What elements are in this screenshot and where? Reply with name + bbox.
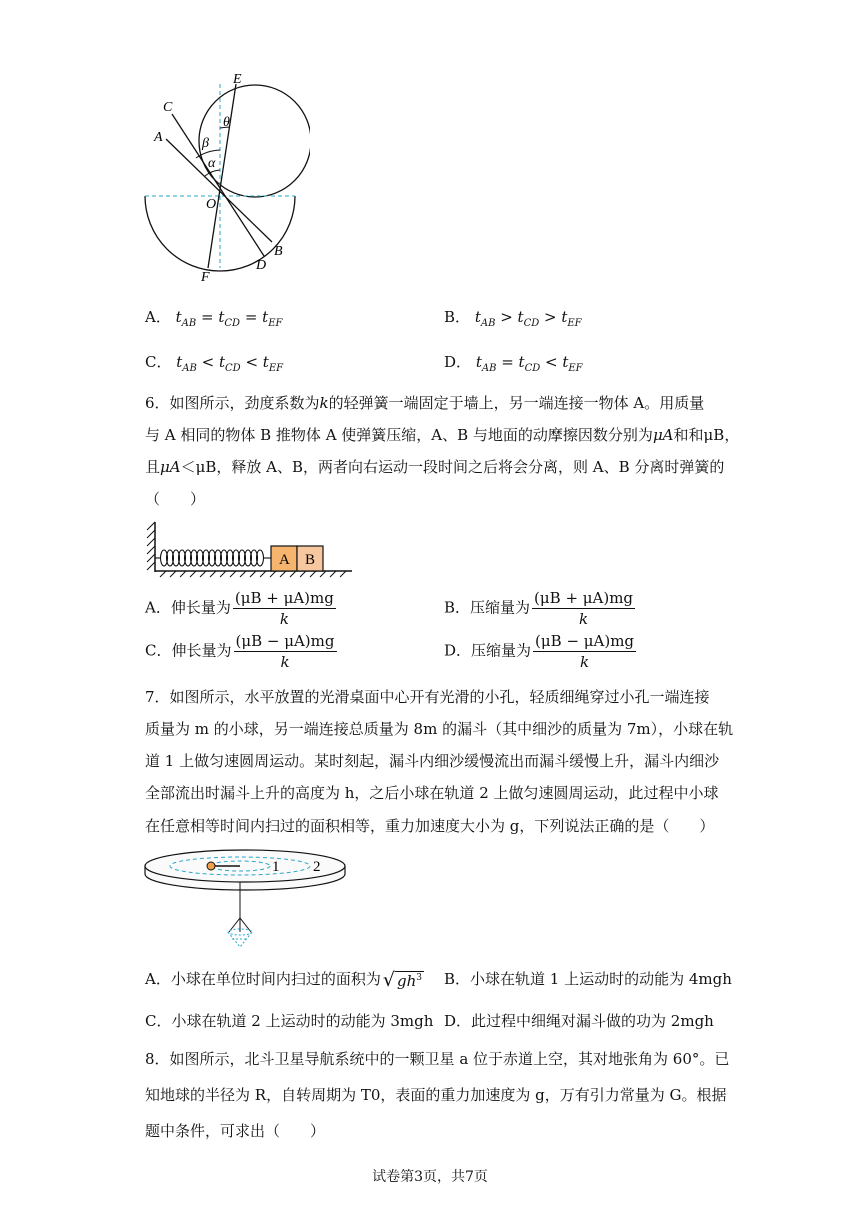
q6-option-c-fraction: $\frac{(\mu B - \mu A)mg}{k}$ xyxy=(235,632,335,671)
q5-option-a[interactable]: A． $t_{AB} = t_{CD} = t_{EF}$ xyxy=(145,308,283,329)
q8-line-1: 8．如图所示，北斗卫星导航系统中的一颗卫星 a 位于赤道上空，其对地张角为 60°。已 xyxy=(145,1050,730,1068)
line-AB xyxy=(166,139,272,242)
table-diagram xyxy=(140,842,360,952)
q6-option-d-fraction: $\frac{(\mu B - \mu A)mg}{k}$ xyxy=(535,632,635,671)
q6-option-b[interactable]: B．压缩量为 $\frac{(\mu B + \mu A)mg}{k}$ xyxy=(444,589,634,628)
q7-option-c[interactable]: C．小球在轨道 2 上运动时的动能为 3mgh xyxy=(145,1012,434,1030)
q7-line-5: 在任意相等时间内扫过的面积相等，重力加速度大小为 g，下列说法正确的是（ ） xyxy=(145,817,715,835)
q7-line-2: 质量为 m 的小球，另一端连接总质量为 8m 的漏斗（其中细沙的质量为 7m），小球在轨 xyxy=(145,720,734,738)
orbit-1-label: 1 xyxy=(272,859,280,875)
q8-line-2: 知地球的半径为 R，自转周期为 T0，表面的重力加速度为 g，万有引力常量为 G。根据 xyxy=(145,1086,727,1104)
label-beta: β xyxy=(202,136,209,151)
line-CD xyxy=(172,114,264,256)
q6-option-d[interactable]: D．压缩量为 $\frac{(\mu B - \mu A)mg}{k}$ xyxy=(444,632,635,671)
q5-option-a-expr: $t_{AB} = t_{CD} = t_{EF}$ xyxy=(175,308,283,329)
label-E: E xyxy=(233,72,242,87)
q6-line-4: （ ） xyxy=(145,490,206,508)
q7-option-d[interactable]: D．此过程中细绳对漏斗做的功为 2mgh xyxy=(444,1012,714,1030)
spring xyxy=(155,550,271,566)
circle-diagram xyxy=(140,68,310,286)
q8-line-3: 题中条件，可求出（ ） xyxy=(145,1122,326,1140)
block-b-label: B xyxy=(305,552,316,568)
label-alpha: α xyxy=(208,156,216,171)
label-F: F xyxy=(201,270,210,285)
block-a-label: A xyxy=(279,552,290,568)
label-D: D xyxy=(256,258,267,273)
q7-option-a[interactable]: A．小球在单位时间内扫过的面积为 √ $gh^3$ xyxy=(145,969,422,991)
q6-option-a[interactable]: A．伸长量为 $\frac{(\mu B + \mu A)mg}{k}$ xyxy=(145,589,334,628)
q7-line-1: 7．如图所示，水平放置的光滑桌面中心开有光滑的小孔，轻质细绳穿过小孔一端连接 xyxy=(145,688,710,706)
label-A: A xyxy=(154,130,163,145)
q5-option-c-expr: $t_{AB} < t_{CD} < t_{EF}$ xyxy=(176,353,284,374)
ball xyxy=(207,862,215,870)
label-B: B xyxy=(274,244,283,259)
q5-option-b-expr: $t_{AB} > t_{CD} > t_{EF}$ xyxy=(474,308,582,329)
label-theta: θ xyxy=(223,115,230,130)
q6-line-1: 6．如图所示，劲度系数为k的轻弹簧一端固定于墙上，另一端连接一物体 A。用质量 xyxy=(145,394,705,412)
label-O: O xyxy=(206,197,217,212)
page-footer: 试卷第3页，共7页 xyxy=(372,1169,488,1185)
q7-option-b[interactable]: B．小球在轨道 1 上运动时的动能为 4mgh xyxy=(444,970,732,988)
q7-line-4: 全部流出时漏斗上升的高度为 h，之后小球在轨道 2 上做匀速圆周运动，此过程中小球 xyxy=(145,784,719,802)
q6-option-b-fraction: $\frac{(\mu B + \mu A)mg}{k}$ xyxy=(534,589,634,628)
q5-option-b[interactable]: B． $t_{AB} > t_{CD} > t_{EF}$ xyxy=(444,308,582,329)
q5-option-d-expr: $t_{AB} = t_{CD} < t_{EF}$ xyxy=(475,353,583,374)
q5-option-d[interactable]: D． $t_{AB} = t_{CD} < t_{EF}$ xyxy=(444,353,583,374)
q7-line-3: 道 1 上做匀速圆周运动。某时刻起，漏斗内细沙缓慢流出而漏斗缓慢上升，漏斗内细沙 xyxy=(145,752,720,770)
spring-diagram xyxy=(140,520,360,578)
q6-line-2: 与 A 相同的物体 B 推物体 A 使弹簧压缩，A、B 与地面的动摩擦因数分别为μA和和μB， xyxy=(145,426,740,444)
q6-option-a-fraction: $\frac{(\mu B + \mu A)mg}{k}$ xyxy=(234,589,334,628)
q5-option-c[interactable]: C． $t_{AB} < t_{CD} < t_{EF}$ xyxy=(145,353,284,374)
q6-option-c[interactable]: C．伸长量为 $\frac{(\mu B - \mu A)mg}{k}$ xyxy=(145,632,335,671)
orbit-2-label: 2 xyxy=(313,859,321,875)
q6-line-3: 且μA＜μB，释放 A、B，两者向右运动一段时间之后将会分离，则 A、B 分离时弹簧的 xyxy=(145,458,725,476)
label-C: C xyxy=(163,100,173,115)
q7-option-a-expr: √ $gh^3$ xyxy=(382,969,422,991)
